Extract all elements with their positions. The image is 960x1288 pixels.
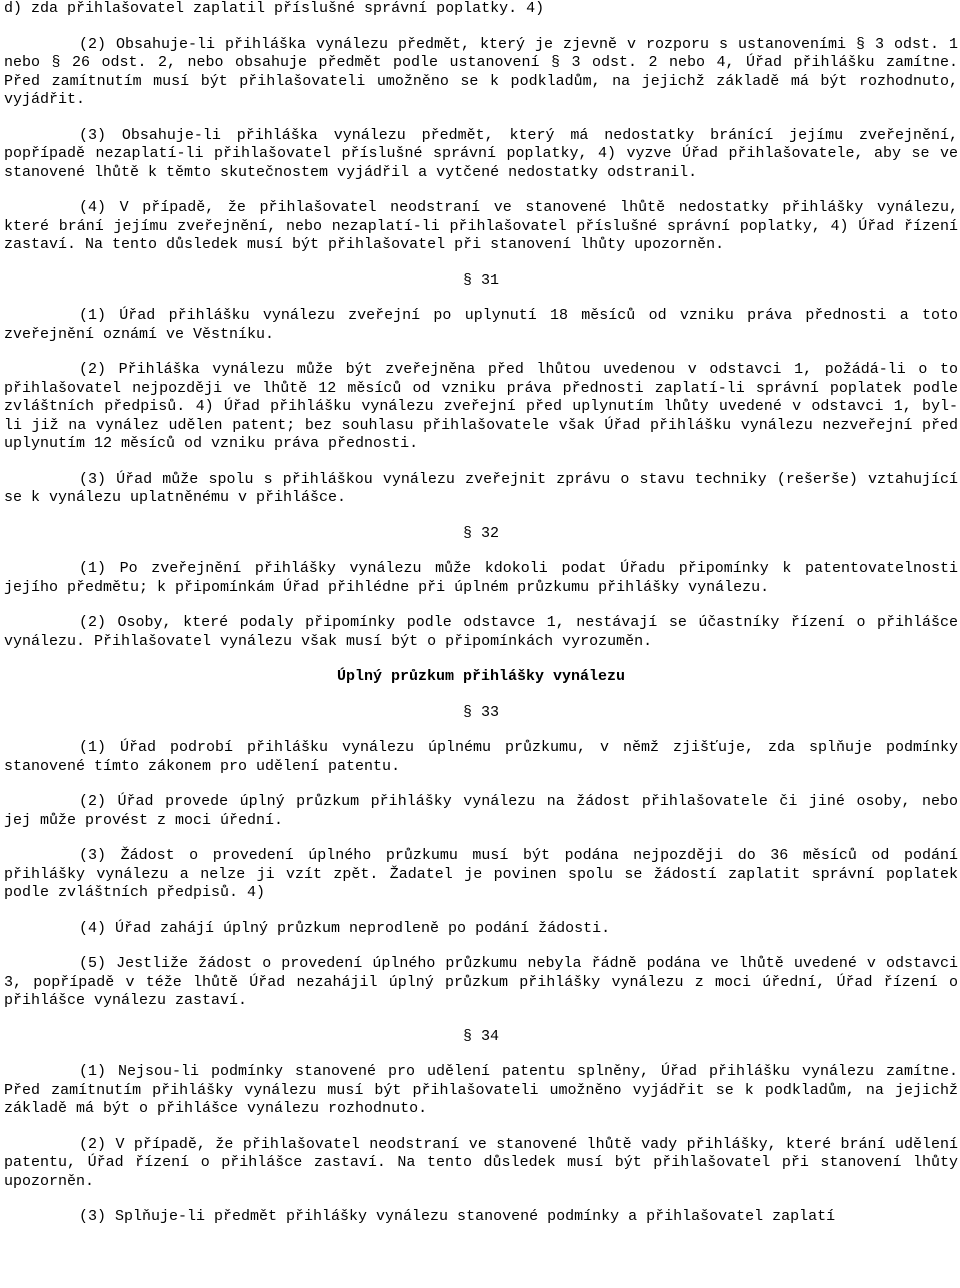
paragraph-31-2: (2) Přihláška vynálezu může být zveřejněna před lhůtou uvedenou v odstavci 1, požádá-li o to přihlašovatel nejpozději ve lhůtě 12 měsíců od vzniku práva přednosti zaplatí-li správní poplatek podle zvláštních předpisů. 4) Úřad přihlášku vynálezu zveřejní před uplynutím lhůty uvedené v odstavci 1, byl-li již na vynález udělen patent; bez souhlasu přihlašovatele však Úřad přihlášku vynálezu nezveřejní před uplynutím 12 měsíců od vzniku práva přednosti. [4, 361, 958, 452]
paragraph-item-d: d) zda přihlašovatel zaplatil příslušné správní poplatky. 4) [4, 0, 545, 17]
paragraph-34-2: (2) V případě, že přihlašovatel neodstraní ve stanovené lhůtě vady přihlášky, které brání udělení patentu, Úřad řízení o přihlášce zastaví. Na tento důsledek musí být přihlašovatel při stanovení lhůty upozorněn. [4, 1135, 958, 1190]
paragraph-32-1: (1) Po zveřejnění přihlášky vynálezu může kdokoli podat Úřadu připomínky k patentovatelnosti jejího předmětu; k připomínkám Úřad přihlédne při úplném průzkumu přihlášky vynálezu. [4, 560, 958, 596]
paragraph-32-2: (2) Osoby, které podaly připomínky podle odstavce 1, nestávají se účastníky řízení o přihlášce vynálezu. Přihlašovatel vynálezu však musí být o připomínkách vyrozuměn. [4, 614, 958, 650]
section-heading-33: § 33 [462, 703, 499, 721]
paragraph-34-3: (3) Splňuje-li předmět přihlášky vynálezu stanovené podmínky a přihlašovatel zaplatí [79, 1208, 836, 1225]
paragraph-30-2: (2) Obsahuje-li přihláška vynálezu předmět, který je zjevně v rozporu s ustanoveními § 3 odst. 1 nebo § 26 odst. 2, nebo obsahuje předmět podle ustanovení § 3 odst. 2 nebo 4, Úřad přihlášku zamítne. Před zamítnutím musí být přihlašovateli umožněno se k podkladům, na jejichž základě má být rozhodnuto, vyjádřit. [4, 35, 958, 108]
paragraph-30-4: (4) V případě, že přihlašovatel neodstraní ve stanovené lhůtě nedostatky přihlášky vynálezu, které brání jejímu zveřejnění, nebo nezaplatí-li přihlašovatel příslušné správní poplatky, 4) Úřad řízení zastaví. Na tento důsledek musí být přihlašovatel při stanovení lhůty upozorněn. [4, 199, 958, 253]
paragraph-33-4: (4) Úřad zahájí úplný průzkum neprodleně po podání žádosti. [79, 919, 611, 937]
paragraph-34-1: (1) Nejsou-li podmínky stanovené pro udělení patentu splněny, Úřad přihlášku vynálezu zamítne. Před zamítnutím přihlášky vynálezu musí být přihlašovateli umožněno vyjádřit se k podkladům, na jejichž základě má být o přihlášce vynálezu rozhodnuto. [4, 1063, 958, 1117]
paragraph-33-1: (1) Úřad podrobí přihlášku vynálezu úplnému průzkumu, v němž zjišťuje, zda splňuje podmínky stanovené tímto zákonem pro udělení patentu. [4, 739, 958, 775]
section-heading-34: § 34 [462, 1027, 499, 1045]
paragraph-33-3: (3) Žádost o provedení úplného průzkumu musí být podána nejpozději do 36 měsíců od podání přihlášky vynálezu a nelze ji vzít zpět. Žadatel je povinen spolu se žádostí zaplatit správní poplatek podle zvláštních předpisů. 4) [4, 847, 958, 901]
chapter-heading: Úplný průzkum přihlášky vynálezu [336, 668, 626, 685]
section-heading-31: § 31 [462, 271, 499, 289]
paragraph-31-1: (1) Úřad přihlášku vynálezu zveřejní po uplynutí 18 měsíců od vzniku práva přednosti a toto zveřejnění oznámí ve Věstníku. [4, 307, 958, 343]
paragraph-33-5: (5) Jestliže žádost o provedení úplného průzkumu nebyla řádně podána ve lhůtě uvedené v odstavci 3, popřípadě v téže lhůtě Úřad nezahájil úplný průzkum přihlášky vynálezu z moci úřední, Úřad řízení o přihlášce vynálezu zastaví. [4, 955, 958, 1009]
paragraph-31-3: (3) Úřad může spolu s přihláškou vynálezu zveřejnit zprávu o stavu techniky (rešerše) vztahující se k vynálezu uplatněnému v přihlášce. [4, 470, 958, 506]
paragraph-30-3: (3) Obsahuje-li přihláška vynálezu předmět, který má nedostatky bránící jejímu zveřejnění, popřípadě nezaplatí-li přihlašovatel příslušné správní poplatky, 4) vyzve Úřad přihlašovatele, aby se ve stanovené lhůtě k těmto skutečnostem vyjádřil a vytčené nedostatky odstranil. [4, 126, 958, 181]
document-page [4, 0, 958, 1227]
paragraph-33-2: (2) Úřad provede úplný průzkum přihlášky vynálezu na žádost přihlašovatele či jiné osoby, nebo jej může provést z moci úřední. [4, 793, 958, 829]
section-heading-32: § 32 [462, 524, 499, 542]
